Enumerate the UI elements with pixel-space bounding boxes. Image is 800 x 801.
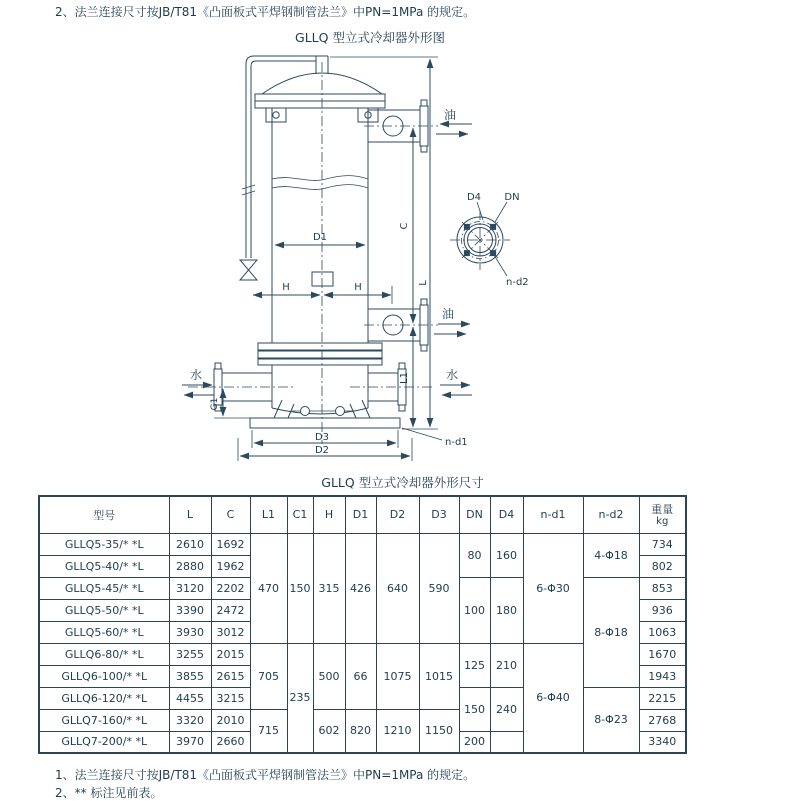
oil-label-top: 油 (443, 108, 457, 122)
cell-l: 2880 (169, 555, 211, 577)
cell-l: 3855 (169, 665, 211, 687)
dim-label-d3: D3 (314, 432, 330, 443)
oil-flow-arrows-bottom (434, 324, 470, 334)
vessel-top-cover (255, 73, 385, 122)
cell-d1: 820 (345, 709, 376, 753)
cell-d2: 1210 (376, 709, 419, 753)
cell-d1: 66 (345, 643, 376, 709)
cell-model: GLLQ7-200/* *L (39, 731, 169, 753)
cell-model: GLLQ5-45/* *L (39, 577, 169, 599)
table-title: GLLQ 型立式冷却器外形尺寸 (321, 475, 484, 490)
col-header-h: H (313, 496, 345, 533)
col-header-d3: D3 (419, 496, 459, 533)
cell-model: GLLQ6-100/* *L (39, 665, 169, 687)
cell-d2: 1075 (376, 643, 419, 709)
cell-d4: 180 (490, 577, 523, 643)
cell-c: 3012 (211, 621, 250, 643)
dim-label-g1: G1 (210, 397, 220, 411)
outline-drawing (180, 48, 535, 473)
cell-dn: 150 (459, 687, 490, 731)
col-header-d1: D1 (345, 496, 376, 533)
top-pipe (242, 56, 328, 258)
cell-c: 2615 (211, 665, 250, 687)
cell-d2: 640 (376, 533, 419, 643)
cell-h: 602 (313, 709, 345, 753)
dim-label-d2: D2 (314, 445, 330, 456)
cell-weight: 1670 (639, 643, 686, 665)
col-header-l1: L1 (250, 496, 287, 533)
col-header-l: L (169, 496, 211, 533)
cell-c: 2202 (211, 577, 250, 599)
cell-d4: 240 (490, 687, 523, 731)
cell-weight: 734 (639, 533, 686, 555)
cell-d1: 426 (345, 533, 376, 643)
cell-model: GLLQ6-80/* *L (39, 643, 169, 665)
cell-c: 1692 (211, 533, 250, 555)
cell-l: 3320 (169, 709, 211, 731)
col-header-dn: DN (459, 496, 490, 533)
cell-model: GLLQ5-35/* *L (39, 533, 169, 555)
bottom-note-1: 1、法兰连接尺寸按JB/T81《凸面板式平焊钢制管法兰》中PN=1MPa 的规定。 (55, 768, 476, 782)
table-row (39, 533, 686, 555)
cell-weight: 802 (639, 555, 686, 577)
cell-l: 3255 (169, 643, 211, 665)
cell-weight: 853 (639, 577, 686, 599)
cell-model: GLLQ7-160/* *L (39, 709, 169, 731)
cell-n-d1: 6-Φ40 (523, 643, 583, 753)
cell-dn: 125 (459, 643, 490, 687)
cell-d4: 160 (490, 533, 523, 577)
cell-h: 315 (313, 533, 345, 643)
dim-label-d4: D4 (466, 192, 482, 203)
oil-label-bottom: 油 (441, 307, 455, 321)
water-label-left: 水 (189, 368, 203, 382)
col-header-c: C (211, 496, 250, 533)
top-note: 2、法兰连接尺寸按JB/T81《凸面板式平焊钢制管法兰》中PN=1MPa 的规定。 (55, 5, 476, 19)
figure-title: GLLQ 型立式冷却器外形图 (295, 30, 445, 45)
dim-label-h-left: H (282, 282, 290, 293)
oil-flow-arrows-top (436, 124, 472, 134)
cell-c: 3215 (211, 687, 250, 709)
dim-h (253, 286, 392, 304)
col-header-weight (639, 496, 686, 533)
cell-c: 2015 (211, 643, 250, 665)
cell-l1: 705 (250, 643, 287, 709)
cell-d3: 1150 (419, 709, 459, 753)
cell-d4: 210 (490, 643, 523, 687)
cell-weight: 936 (639, 599, 686, 621)
bottom-note-2: 2、** 标注见前表。 (55, 786, 163, 800)
cell-c: 2472 (211, 599, 250, 621)
cell-dn: 200 (459, 731, 490, 753)
valve-icon (240, 260, 257, 280)
water-label-right: 水 (445, 368, 459, 382)
cell-c1: 235 (287, 643, 313, 753)
col-header-d4: D4 (490, 496, 523, 533)
cell-weight: 3340 (639, 731, 686, 753)
col-header-c1: C1 (287, 496, 313, 533)
cell-n-d2: 8-Φ18 (583, 577, 639, 687)
cell-c: 1962 (211, 555, 250, 577)
dim-label-h-right: H (354, 282, 362, 293)
cell-dn: 80 (459, 533, 490, 577)
water-flow-arrows-left (182, 385, 214, 395)
cell-weight: 1063 (639, 621, 686, 643)
weight-label: 重量 (651, 502, 674, 516)
header-row (39, 496, 686, 533)
cell-l: 3930 (169, 621, 211, 643)
cell-n-d2: 4-Φ18 (583, 533, 639, 577)
water-nozzle-right (350, 363, 432, 411)
flange-detail-view (450, 202, 510, 276)
cell-l: 3970 (169, 731, 211, 753)
col-header-n-d1: n-d1 (523, 496, 583, 533)
cell-l1: 470 (250, 533, 287, 643)
weight-unit-label: kg (656, 515, 669, 527)
cell-model: GLLQ5-50/* *L (39, 599, 169, 621)
vessel-shell (272, 108, 368, 343)
cell-model: GLLQ5-40/* *L (39, 555, 169, 577)
col-header-model: 型号 (39, 496, 169, 533)
cell-l: 2610 (169, 533, 211, 555)
cell-weight: 2768 (639, 709, 686, 731)
cell-l1: 715 (250, 709, 287, 753)
dimensions-table (38, 495, 687, 754)
cell-c1: 150 (287, 533, 313, 643)
cell-l: 3390 (169, 599, 211, 621)
dim-label-n-d2: n-d2 (506, 277, 529, 288)
cell-model: GLLQ6-120/* *L (39, 687, 169, 709)
dim-label-l1: L1 (399, 372, 410, 384)
cell-dn: 100 (459, 577, 490, 643)
cell-n-d2: 8-Φ23 (583, 687, 639, 753)
cell-model: GLLQ5-60/* *L (39, 621, 169, 643)
body-flange (258, 343, 382, 408)
cell-l: 4455 (169, 687, 211, 709)
dim-label-l: L (418, 280, 429, 286)
water-nozzle-left (188, 363, 295, 411)
cell-weight: 2215 (639, 687, 686, 709)
col-header-d2: D2 (376, 496, 419, 533)
cell-l: 3120 (169, 577, 211, 599)
col-header-n-d2: n-d2 (583, 496, 639, 533)
cell-d4 (490, 731, 523, 753)
water-flow-arrows-right (440, 385, 472, 395)
cell-d3: 590 (419, 533, 459, 643)
dim-d3-d2 (238, 428, 442, 461)
dim-label-d1: D1 (312, 232, 328, 243)
cell-h: 500 (313, 643, 345, 709)
dim-label-n-d1: n-d1 (445, 437, 468, 448)
cell-c: 2660 (211, 731, 250, 753)
dim-label-dn: DN (504, 192, 520, 203)
dim-label-c: C (399, 222, 410, 230)
cell-weight: 1943 (639, 665, 686, 687)
cell-c: 2010 (211, 709, 250, 731)
cell-d3: 1015 (419, 643, 459, 709)
cell-n-d1: 6-Φ30 (523, 533, 583, 643)
